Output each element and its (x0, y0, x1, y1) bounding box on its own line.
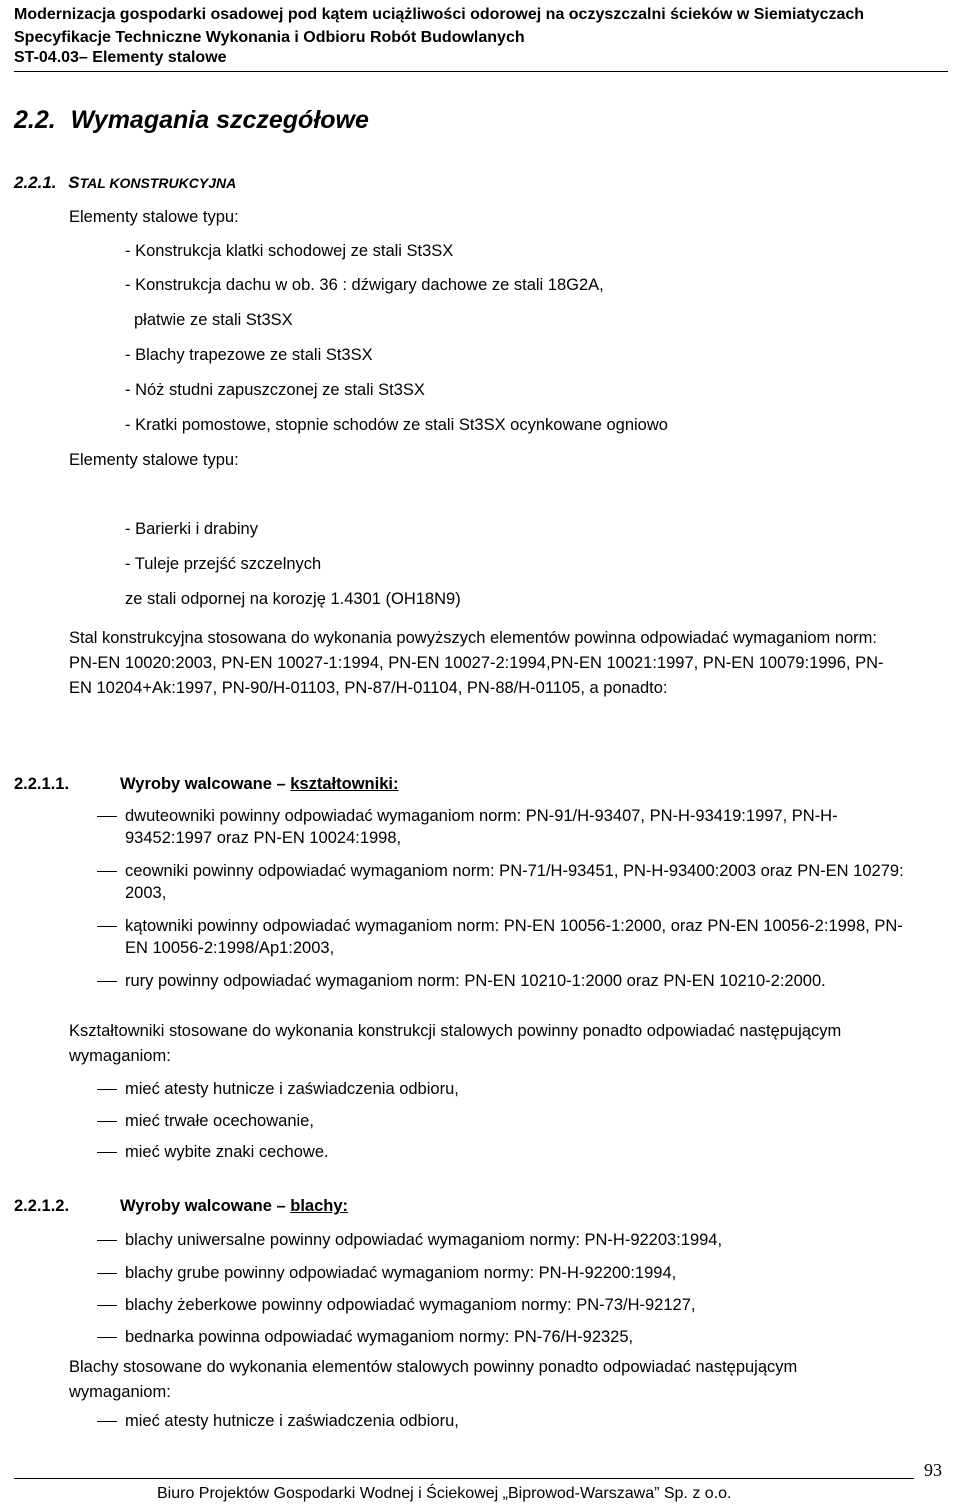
list-item: mieć wybite znaki cechowe. (125, 1143, 329, 1161)
dash-bullet (97, 1121, 117, 1122)
dash-bullet (97, 816, 117, 817)
subsection-title-underlined: blachy: (290, 1197, 349, 1215)
list-item: kątowniki powinny odpowiadać wymaganiom norm: PN-EN 10056-1:2000, oraz PN-EN 10056-2:1998, PN-EN 10056-2:1998/Ap1:2003, (125, 917, 903, 957)
header-spec-title: Specyfikacje Techniczne Wykonania i Odbioru Robót Budowlanych (14, 29, 525, 46)
dash-bullet (97, 1240, 117, 1241)
list-item: - Kratki pomostowe, stopnie schodów ze stali St3SX ocynkowane ogniowo (125, 416, 668, 434)
footer-company: Biuro Projektów Gospodarki Wodnej i Ściekowej „Biprowod-Warszawa” Sp. z o.o. (157, 1485, 732, 1502)
ksztaltowniki-requirements-paragraph: Kształtowniki stosowane do wykonania konstrukcji stalowych powinny ponadto odpowiadać następującym wymaganiom: (69, 1022, 842, 1065)
list-item: - Konstrukcja dachu w ob. 36 : dźwigary dachowe ze stali 18G2A, (125, 276, 604, 294)
header-rule (14, 71, 948, 72)
header-project-title: Modernizacja gospodarki osadowej pod kątem uciążliwości odorowej na oczyszczalni ścieków w Siemiatyczach (14, 6, 865, 23)
group1-intro: Elementy stalowe typu: (69, 208, 239, 226)
section-number: 2.2. (14, 106, 56, 134)
header-spec-code: ST-04.03– Elementy stalowe (14, 49, 227, 66)
list-item: blachy uniwersalne powinny odpowiadać wymaganiom normy: PN-H-92203:1994, (125, 1231, 723, 1249)
section-number: 2.2.1. (14, 173, 57, 192)
list-item: blachy grube powinny odpowiadać wymaganiom normy: PN-H-92200:1994, (125, 1264, 677, 1282)
dash-bullet (97, 1337, 117, 1338)
list-item: ceowniki powinny odpowiadać wymaganiom norm: PN-71/H-93451, PN-H-93400:2003 oraz PN-EN 10279: 2003, (125, 862, 904, 902)
subsection-title-underlined: kształtowniki: (290, 775, 399, 793)
subsection-number: 2.2.1.1. (14, 775, 70, 793)
dash-bullet (97, 1089, 117, 1090)
dash-bullet (97, 1152, 117, 1153)
steel-norms-paragraph: Stal konstrukcyjna stosowana do wykonania powyższych elementów powinna odpowiadać wymaganiom norm: PN-EN 10020:2003, PN-EN 10027-1:1994, PN-EN 10027-2:1994,PN-EN 10021:1997, PN-EN 10079:1996, PN-EN 10204+Ak:1997, PN-90/H-01103, PN-87/H-01104, PN-88/H-01105, a ponadto: (69, 629, 884, 697)
list-item: - Konstrukcja klatki schodowej ze stali St3SX (125, 242, 454, 260)
section-title: Wymagania szczegółowe (70, 106, 369, 134)
section-heading-2-2 (14, 106, 369, 135)
list-item: mieć atesty hutnicze i zaświadczenia odbioru, (125, 1412, 459, 1430)
list-item: rury powinny odpowiadać wymaganiom norm: PN-EN 10210-1:2000 oraz PN-EN 10210-2:2000. (125, 972, 826, 990)
page-number: 93 (924, 1460, 942, 1480)
subsection-number: 2.2.1.2. (14, 1197, 70, 1215)
subsection-title-text: Wyroby walcowane – (120, 1197, 291, 1215)
dash-bullet (97, 1421, 117, 1422)
list-item: - Barierki i drabiny (125, 520, 258, 538)
section-title-rest: TAL KONSTRUKCYJNA (79, 175, 237, 191)
section-title-initial: S (68, 173, 80, 192)
list-item: płatwie ze stali St3SX (134, 311, 293, 329)
list-item: bednarka powinna odpowiadać wymaganiom normy: PN-76/H-92325, (125, 1328, 634, 1346)
dash-bullet (97, 1305, 117, 1306)
subsection-title-blachy (120, 1197, 348, 1216)
list-item: - Nóż studni zapuszczonej ze stali St3SX (125, 381, 425, 399)
list-item: ze stali odpornej na korozję 1.4301 (OH18N9) (125, 590, 461, 608)
dash-bullet (97, 1273, 117, 1274)
list-item: mieć atesty hutnicze i zaświadczenia odbioru, (125, 1080, 459, 1098)
subsection-title-text: Wyroby walcowane – (120, 775, 291, 793)
list-item: mieć trwałe ocechowanie, (125, 1112, 314, 1130)
group2-intro: Elementy stalowe typu: (69, 451, 239, 469)
list-item: - Tuleje przejść szczelnych (125, 555, 322, 573)
blachy-requirements-paragraph: Blachy stosowane do wykonania elementów stalowych powinny ponadto odpowiadać następującym wymaganiom: (69, 1358, 798, 1401)
dash-bullet (97, 926, 117, 927)
dash-bullet (97, 871, 117, 872)
list-item: dwuteowniki powinny odpowiadać wymaganiom norm: PN-91/H-93407, PN-H-93419:1997, PN-H-93452:1997 oraz PN-EN 10024:1998, (125, 807, 838, 847)
list-item: blachy żeberkowe powinny odpowiadać wymaganiom normy: PN-73/H-92127, (125, 1296, 696, 1314)
section-heading-2-2-1 (14, 173, 236, 193)
dash-bullet (97, 981, 117, 982)
list-item: - Blachy trapezowe ze stali St3SX (125, 346, 373, 364)
subsection-title-kształtowniki (120, 775, 398, 794)
footer-rule (14, 1478, 914, 1479)
